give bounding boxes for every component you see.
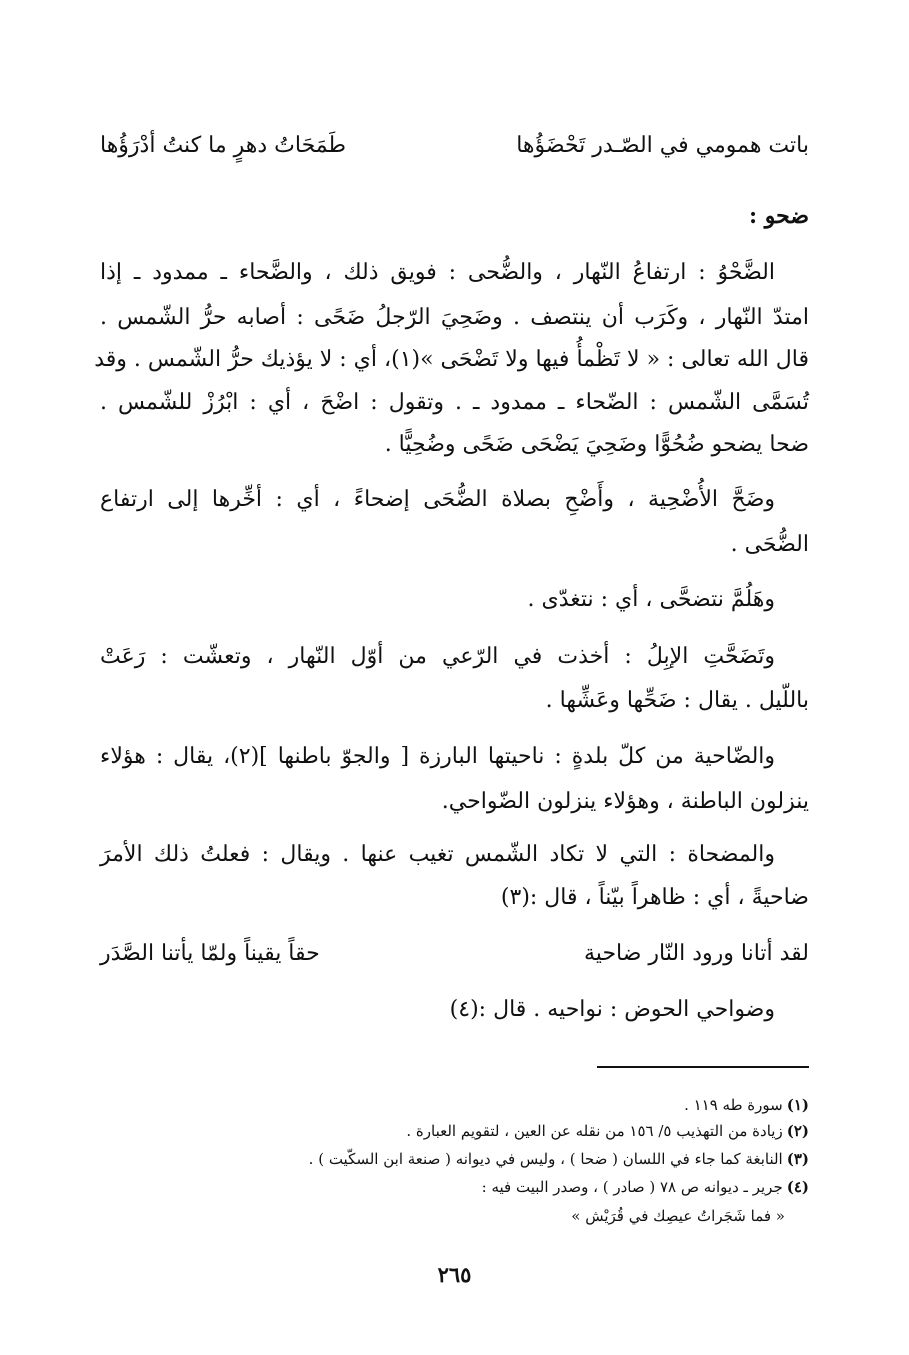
footnote-3-number: (٣) xyxy=(786,1150,809,1168)
paragraph-1-line-4: تُسَمَّى الشّمس : الضّحاء ـ ممدود ـ . وتقول : اضْحَ ، أي : ابْرُزْ للشّمس . xyxy=(100,390,809,415)
page-number: ٢٦٥ xyxy=(437,1262,472,1287)
entry-heading: ضحو : xyxy=(748,203,809,229)
paragraph-5-line-1: والضّاحية من كلّ بلدةٍ : ناحيتها البارزة [ والجوّ باطنها ](٢)، يقال : هؤلاء xyxy=(100,744,776,769)
footnote-1-number: (١) xyxy=(786,1096,809,1114)
footnote-4-number: (٤) xyxy=(786,1178,809,1196)
paragraph-1-line-1: الضَّحْوُ : ارتفاعُ النّهار ، والضُّحى : فويق ذلك ، والضَّحاء ـ ممدود ـ إذا xyxy=(100,260,775,285)
footnote-separator xyxy=(597,1066,809,1068)
footnote-2-number: (٢) xyxy=(786,1122,809,1140)
footnote-4 xyxy=(482,1176,809,1198)
footnote-quote: « فما شَجَراتُ عيصِك في قُرَيْش » xyxy=(571,1207,785,1225)
paragraph-2-line-1: وضَحَّ الأُضْحِية ، وأَضْحِ بصلاة الضُّحَى إضحاءً ، أي : أخِّرها إلى ارتفاع xyxy=(100,487,775,512)
footnote-2 xyxy=(406,1120,809,1142)
paragraph-4-line-2: باللّيل . يقال : ضَحِّها وعَشِّها . xyxy=(545,688,809,713)
paragraph-6-line-1: والمضحاة : التي لا تكاد الشّمس تغيب عنها . ويقال : فعلتُ ذلك الأمرَ xyxy=(100,842,775,867)
footnote-4-text: جرير ـ ديوانه ص ٧٨ ( صادر ) ، وصدر البيت فيه : xyxy=(481,1178,783,1196)
paragraph-2-line-2: الضُّحَى . xyxy=(730,532,809,557)
paragraph-6-line-2: ضاحيةً ، أي : ظاهراً بيّناً ، قال :(٣) xyxy=(500,885,809,910)
paragraph-1-line-2: امتدّ النّهار ، وكَرَب أن ينتصف . وضَحِيَ الرّجلُ ضَحًى : أصابه حرُّ الشّمس . xyxy=(100,305,809,330)
verse-1-first-hemistich: باتت همومي في الصّـدر تَحْضَؤُها xyxy=(516,133,809,158)
footnote-3-text: النابغة كما جاء في اللسان ( ضحا ) ، وليس في ديوانه ( صنعة ابن السكّيت ) . xyxy=(308,1150,783,1168)
footnote-1 xyxy=(684,1094,809,1116)
paragraph-5-line-2: ينزلون الباطنة ، وهؤلاء ينزلون الضّواحي. xyxy=(441,789,809,814)
paragraph-1-line-5: ضحا يضحو ضُحُوًّا وضَحِيَ يَضْحَى ضَحًى وضُحِيًّا . xyxy=(384,432,809,457)
footnote-3 xyxy=(309,1148,809,1170)
paragraph-3: وهَلُمَّ نتضحَّى ، أي : نتغدّى . xyxy=(527,587,775,612)
paragraph-4-line-1: وتَضَحَّتِ الإبِلُ : أخذت في الرّعي من أوّل النّهار ، وتعشّت : رَعَتْ xyxy=(100,644,775,669)
verse-1-second-hemistich: طَمَحَاتُ دهرٍ ما كنتُ أدْرَؤُها xyxy=(100,133,347,158)
paragraph-7: وضواحي الحوض : نواحيه . قال :(٤) xyxy=(449,997,775,1022)
paragraph-1-line-3: قال الله تعالى : « لا تَظْمأُ فيها ولا تَضْحَى »(١)، أي : لا يؤذيك حرُّ الشّمس . وقد xyxy=(94,347,809,372)
verse-2-second-hemistich: حقاً يقيناً ولمّا يأتنا الصَّدَر xyxy=(100,941,320,966)
footnote-2-text: زيادة من التهذيب ٥/ ١٥٦ من نقله عن العين ، لتقويم العبارة . xyxy=(406,1122,783,1140)
verse-2-first-hemistich: لقد أتانا ورود النّار ضاحية xyxy=(584,941,809,966)
footnote-1-text: سورة طه ١١٩ . xyxy=(684,1096,783,1114)
